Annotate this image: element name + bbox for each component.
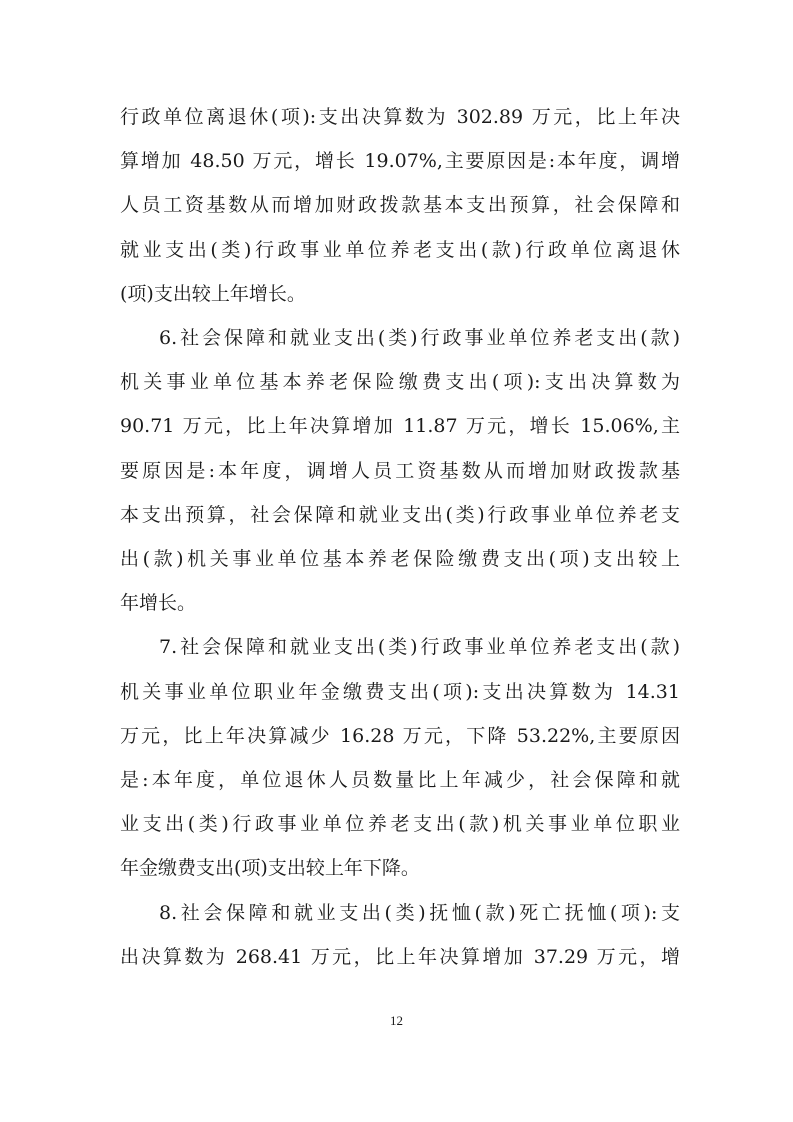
page-number: 12 (390, 1013, 403, 1028)
paragraph-line: 业支出(类)行政事业单位养老支出(款)机关事业单位职业 (120, 813, 680, 836)
paragraph-line: 就业支出(类)行政事业单位养老支出(款)行政单位离退休 (120, 238, 680, 261)
paragraph-line: 是:本年度，单位退休人员数量比上年减少，社会保障和就 (120, 769, 680, 791)
paragraph-line: (项)支出较上年增长。 (120, 282, 306, 305)
paragraph-line: 机关事业单位基本养老保险缴费支出(项):支出决算数为 (120, 371, 680, 394)
paragraph-line: 6.社会保障和就业支出(类)行政事业单位养老支出(款) (159, 327, 680, 349)
paragraph-line: 要原因是:本年度，调增人员工资基数从而增加财政拨款基 (120, 459, 680, 482)
paragraph-line: 7.社会保障和就业支出(类)行政事业单位养老支出(款) (159, 636, 680, 659)
paragraph-line: 机关事业单位职业年金缴费支出(项):支出决算数为 14.31 (120, 680, 680, 703)
paragraph-line: 出(款)机关事业单位基本养老保险缴费支出(项)支出较上 (120, 548, 680, 570)
paragraph-line: 算增加 48.50 万元，增长 19.07%,主要原因是:本年度，调增 (120, 150, 680, 173)
paragraph-line: 90.71 万元，比上年决算增加 11.87 万元，增长 15.06%,主 (120, 415, 680, 438)
paragraph-line: 年增长。 (120, 592, 197, 615)
paragraph-line: 出决算数为 268.41 万元，比上年决算增加 37.29 万元，增 (120, 945, 680, 968)
paragraph-line: 人员工资基数从而增加财政拨款基本支出预算，社会保障和 (120, 194, 680, 217)
paragraph-line: 8.社会保障和就业支出(类)抚恤(款)死亡抚恤(项):支 (159, 901, 680, 924)
paragraph-line: 万元，比上年决算减少 16.28 万元，下降 53.22%,主要原因 (120, 724, 680, 747)
paragraph-line: 行政单位离退休(项):支出决算数为 302.89 万元，比上年决 (120, 106, 680, 128)
paragraph-line: 本支出预算，社会保障和就业支出(类)行政事业单位养老支 (120, 503, 680, 526)
paragraph-line: 年金缴费支出(项)支出较上年下降。 (120, 857, 420, 880)
